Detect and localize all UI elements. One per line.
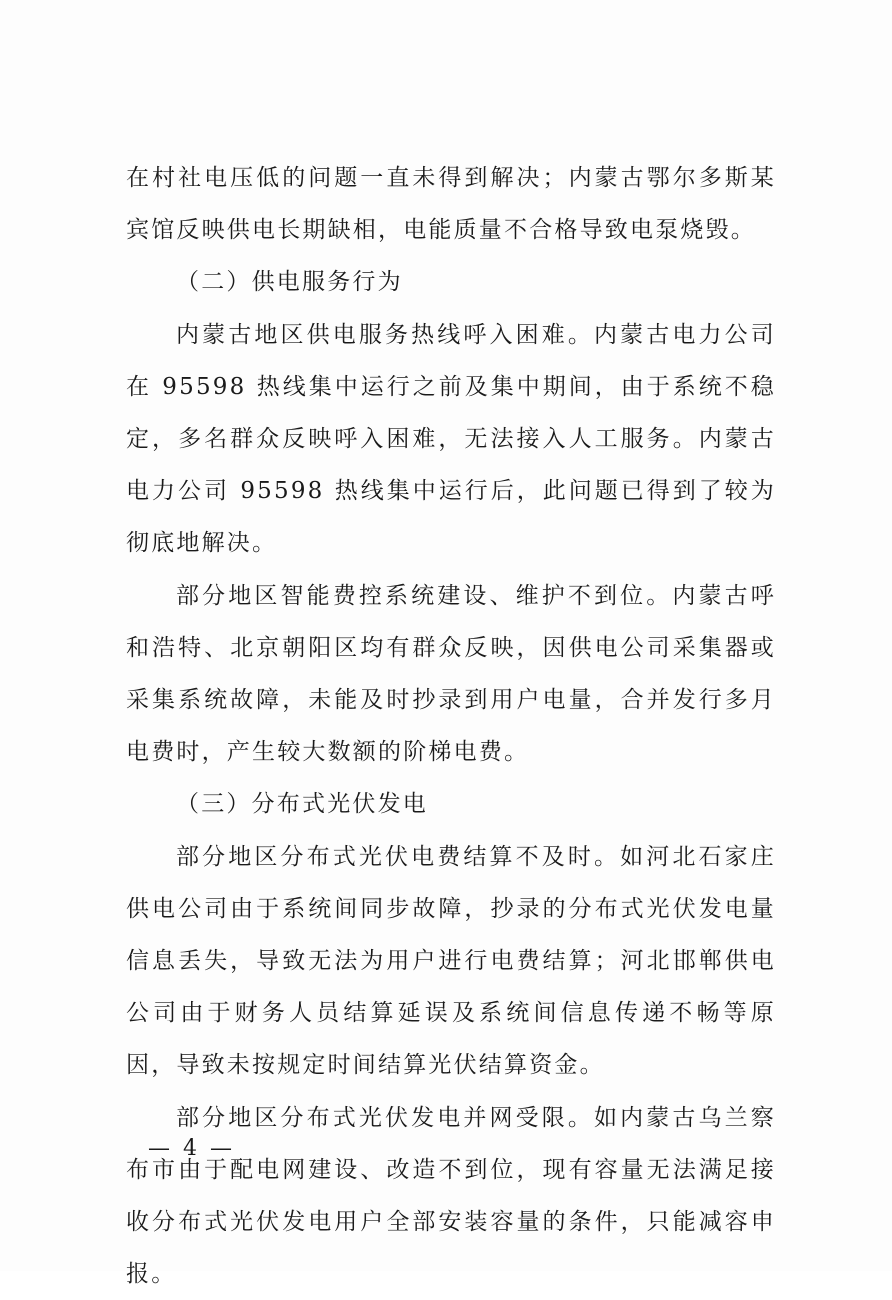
section-heading-power-supply-service: （二）供电服务行为 — [176, 269, 403, 296]
paragraph-continuation: 在村社电压低的问题一直未得到解决；内蒙古鄂尔多斯某宾馆反映供电长期缺相，电能质量不合格导致电泵烧毁。 — [126, 165, 776, 244]
paragraph-pv-grid-limited: 部分地区分布式光伏发电并网受限。如内蒙古乌兰察布市由于配电网建设、改造不到位，现有容量无法满足接收分布式光伏发电用户全部安装容量的条件，只能减容申报。 — [126, 1104, 776, 1288]
document-body — [126, 152, 776, 1300]
paragraph-smart-billing-system: 部分地区智能费控系统建设、维护不到位。内蒙古呼和浩特、北京朝阳区均有群众反映，因供电公司采集器或采集系统故障，未能及时抄录到用户电量，合并发行多月电费时，产生较大数额的阶梯电费。 — [126, 582, 776, 766]
page-number: — 4 — — [148, 1136, 235, 1161]
paragraph-hotline-difficulty: 内蒙古地区供电服务热线呼入困难。内蒙古电力公司在 95598 热线集中运行之前及集中期间，由于系统不稳定，多名群众反映呼入困难，无法接入人工服务。内蒙古电力公司 95598 热线集中运行后，此问题已得到了较为彻底地解决。 — [126, 321, 776, 557]
section-heading-distributed-pv: （三）分布式光伏发电 — [176, 791, 428, 818]
paragraph-pv-settlement-delay: 部分地区分布式光伏电费结算不及时。如河北石家庄供电公司由于系统间同步故障，抄录的分布式光伏发电量信息丢失，导致无法为用户进行电费结算；河北邯郸供电公司由于财务人员结算延误及系统间信息传递不畅等原因，导致未按规定时间结算光伏结算资金。 — [126, 843, 776, 1079]
